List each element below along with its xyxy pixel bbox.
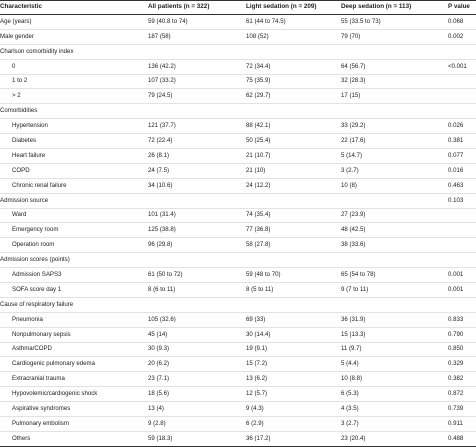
row-label: > 2 [12, 92, 21, 100]
table-row [0, 268, 476, 283]
cell-deep-sedation [341, 104, 448, 119]
cell-all-patients: 72 (22.4) [148, 137, 173, 145]
cell-light-sedation: 24 (12.2) [246, 181, 271, 189]
cell-deep-sedation: 64 (56.7) [341, 62, 366, 70]
table-row [0, 223, 476, 238]
cell-all-patients: 121 (37.7) [148, 122, 176, 130]
row-label: SOFA score day 1 [12, 285, 62, 293]
table-row [0, 357, 476, 372]
cell-all-patients: 45 (14) [148, 330, 168, 338]
row-label: Admission source [0, 196, 49, 204]
table-row [0, 253, 476, 268]
cell-all-patients: 61 (50 to 72) [148, 271, 183, 279]
cell-p-value [448, 297, 476, 312]
table-row [0, 208, 476, 223]
cell-all-patients [148, 297, 246, 312]
cell-deep-sedation: 48 (42.5) [341, 226, 366, 234]
cell-light-sedation: 6 (2.9) [246, 419, 264, 427]
cell-deep-sedation: 17 (15) [341, 92, 361, 100]
cell-deep-sedation: 9 (7 to 11) [341, 285, 369, 293]
row-label: Cardiogenic pulmonary edema [12, 360, 95, 368]
cell-light-sedation [246, 253, 341, 268]
row-label: Male gender [0, 32, 34, 40]
row-label: Cause of respiratory failure [0, 300, 74, 308]
cell-deep-sedation: 33 (29.2) [341, 122, 366, 130]
row-label: Admission scores (points) [0, 256, 70, 264]
cell-p-value: 0.001 [448, 285, 464, 293]
table-row [0, 29, 476, 44]
cell-p-value: 0.381 [448, 137, 464, 145]
table-row [0, 297, 476, 312]
cell-light-sedation [246, 104, 341, 119]
cell-deep-sedation: 27 (23.9) [341, 211, 366, 219]
cell-p-value: 0.911 [448, 419, 463, 427]
table-row [0, 372, 476, 387]
cell-all-patients [148, 193, 246, 208]
header-light-sedation: Light sedation (n = 209) [246, 1, 341, 15]
cell-p-value: 0.872 [448, 390, 464, 398]
cell-deep-sedation [341, 297, 448, 312]
table-row [0, 342, 476, 357]
cell-all-patients: 34 (10.6) [148, 181, 173, 189]
row-label: Asthma/COPD [12, 345, 52, 353]
cell-p-value: 0.001 [448, 271, 464, 279]
row-label: Hypertension [12, 122, 48, 130]
cell-p-value: 0.026 [448, 122, 464, 130]
row-label: Extracranial trauma [12, 375, 65, 383]
cell-p-value: 0.068 [448, 17, 464, 25]
cell-light-sedation: 77 (36.8) [246, 226, 271, 234]
cell-deep-sedation: 3 (2.7) [341, 166, 359, 174]
table-row [0, 134, 476, 149]
cell-p-value [448, 208, 476, 223]
cell-all-patients: 125 (38.8) [148, 226, 176, 234]
row-label: Emergency room [12, 226, 59, 234]
cell-all-patients: 20 (6.2) [148, 360, 170, 368]
cell-all-patients: 59 (18.3) [148, 434, 173, 442]
cell-all-patients: 96 (29.8) [148, 241, 173, 249]
cell-light-sedation: 15 (7.2) [246, 360, 268, 368]
table-row [0, 417, 476, 432]
cell-light-sedation [246, 297, 341, 312]
cell-p-value [448, 44, 476, 59]
cell-light-sedation: 9 (4.3) [246, 405, 264, 413]
cell-light-sedation: 13 (6.2) [246, 375, 268, 383]
cell-light-sedation: 61 (44 to 74.5) [246, 17, 286, 25]
cell-all-patients [148, 104, 246, 119]
cell-p-value: 0.077 [448, 151, 464, 159]
cell-p-value [448, 253, 476, 268]
table-row [0, 163, 476, 178]
cell-light-sedation: 19 (9.1) [246, 345, 268, 353]
cell-p-value [448, 74, 476, 89]
cell-p-value: 0.850 [448, 345, 464, 353]
table-row [0, 89, 476, 104]
cell-deep-sedation: 79 (70) [341, 32, 361, 40]
cell-deep-sedation: 23 (20.4) [341, 434, 366, 442]
cell-deep-sedation: 38 (33.6) [341, 241, 366, 249]
cell-light-sedation: 8 (5 to 11) [246, 285, 274, 293]
cell-p-value: 0.329 [448, 360, 464, 368]
row-label: Aspirative syndromes [12, 405, 71, 413]
cell-p-value: 0.016 [448, 166, 464, 174]
cell-light-sedation [246, 44, 341, 59]
cell-deep-sedation [341, 44, 448, 59]
row-label: Diabetes [12, 137, 37, 145]
row-label: Age (years) [0, 17, 32, 25]
cell-all-patients: 59 (40.8 to 74) [148, 17, 188, 25]
cell-p-value [448, 223, 476, 238]
row-label: Operation room [12, 241, 55, 249]
cell-all-patients: 24 (7.5) [148, 166, 170, 174]
cell-p-value: 0.488 [448, 434, 464, 442]
cell-light-sedation: 62 (29.7) [246, 92, 271, 100]
table-row [0, 178, 476, 193]
row-label: Charlson comorbidity index [0, 47, 74, 55]
row-label: COPD [12, 166, 30, 174]
cell-light-sedation: 30 (14.4) [246, 330, 271, 338]
header-all-patients: All patients (n = 322) [148, 1, 246, 15]
table-row [0, 59, 476, 74]
table-row [0, 402, 476, 417]
cell-light-sedation: 36 (17.2) [246, 434, 271, 442]
cell-all-patients: 136 (42.2) [148, 62, 176, 70]
cell-p-value: 0.833 [448, 315, 464, 323]
table-row [0, 431, 476, 446]
row-label: 0 [12, 62, 16, 70]
row-label: Heart failure [12, 151, 46, 159]
cell-p-value [448, 104, 476, 119]
cell-light-sedation: 74 (35.4) [246, 211, 271, 219]
row-label: Pulmonary embolism [12, 419, 69, 427]
table-row [0, 104, 476, 119]
cell-deep-sedation [341, 193, 448, 208]
cell-light-sedation: 75 (35.9) [246, 77, 271, 85]
row-label: Admission SAPS3 [12, 271, 62, 279]
cell-deep-sedation: 5 (14.7) [341, 151, 363, 159]
table-header-row [0, 1, 476, 15]
table-row [0, 74, 476, 89]
cell-p-value: 0.790 [448, 330, 464, 338]
cell-deep-sedation: 32 (28.3) [341, 77, 366, 85]
table-row [0, 283, 476, 298]
cell-all-patients: 101 (31.4) [148, 211, 176, 219]
row-label: 1 to 2 [12, 77, 28, 85]
cell-light-sedation: 12 (5.7) [246, 390, 268, 398]
row-label: Chronic renal failure [12, 181, 67, 189]
cell-p-value: 0.739 [448, 405, 464, 413]
header-p-value: P value [448, 1, 476, 15]
cell-all-patients: 18 (5.6) [148, 390, 170, 398]
cell-deep-sedation: 6 (5.3) [341, 390, 359, 398]
cell-deep-sedation: 10 (8.8) [341, 375, 363, 383]
cell-deep-sedation: 3 (2.7) [341, 419, 359, 427]
row-label: Others [12, 434, 31, 442]
cell-light-sedation: 88 (42.1) [246, 122, 271, 130]
cell-deep-sedation: 65 (54 to 78) [341, 271, 376, 279]
cell-deep-sedation: 10 (8) [341, 181, 357, 189]
cell-all-patients: 26 (8.1) [148, 151, 170, 159]
cell-all-patients: 8 (6 to 11) [148, 285, 176, 293]
cell-light-sedation: 21 (10) [246, 166, 266, 174]
cell-deep-sedation [341, 253, 448, 268]
cell-light-sedation: 59 (48 to 70) [246, 271, 281, 279]
row-label: Nonpulmonary sepsis [12, 330, 71, 338]
cell-p-value: 0.103 [448, 196, 464, 204]
table-row [0, 327, 476, 342]
cell-deep-sedation: 36 (31.9) [341, 315, 366, 323]
row-label: Ward [12, 211, 27, 219]
cell-light-sedation: 69 (33) [246, 315, 266, 323]
table-row [0, 15, 476, 30]
cell-p-value: 0.463 [448, 181, 464, 189]
cell-p-value [448, 238, 476, 253]
cell-all-patients: 13 (4) [148, 405, 164, 413]
cell-light-sedation: 50 (25.4) [246, 137, 271, 145]
cell-all-patients: 23 (7.1) [148, 375, 170, 383]
cell-deep-sedation: 22 (17.6) [341, 137, 366, 145]
table-row [0, 193, 476, 208]
cell-p-value: 0.382 [448, 375, 464, 383]
cell-p-value: 0.002 [448, 32, 464, 40]
cell-all-patients: 30 (9.3) [148, 345, 170, 353]
table-body [0, 15, 476, 447]
cell-deep-sedation: 11 (9.7) [341, 345, 362, 353]
cell-deep-sedation: 15 (13.3) [341, 330, 366, 338]
cell-all-patients [148, 253, 246, 268]
table-row [0, 387, 476, 402]
table-row [0, 149, 476, 164]
row-label: Hypovolemic/cardiogenic shock [12, 390, 98, 398]
cell-all-patients: 9 (2.8) [148, 419, 166, 427]
table-row [0, 119, 476, 134]
cell-all-patients: 107 (33.2) [148, 77, 176, 85]
cell-light-sedation: 72 (34.4) [246, 62, 271, 70]
row-label: Pneumonia [12, 315, 43, 323]
cell-deep-sedation: 55 (33.5 to 73) [341, 17, 381, 25]
cell-deep-sedation: 5 (4.4) [341, 360, 359, 368]
cell-all-patients: 105 (32.6) [148, 315, 176, 323]
header-deep-sedation: Deep sedation (n = 113) [341, 1, 448, 15]
cell-all-patients [148, 44, 246, 59]
table-row [0, 44, 476, 59]
cell-deep-sedation: 4 (3.5) [341, 405, 359, 413]
cell-p-value: <0.001 [448, 62, 467, 70]
cell-p-value [448, 89, 476, 104]
cell-light-sedation [246, 193, 341, 208]
cell-light-sedation: 58 (27.8) [246, 241, 271, 249]
row-label: Comorbidities [0, 107, 38, 115]
table-row [0, 312, 476, 327]
table-row [0, 238, 476, 253]
cell-light-sedation: 21 (10.7) [246, 151, 271, 159]
cell-all-patients: 79 (24.5) [148, 92, 173, 100]
cell-light-sedation: 108 (52) [246, 32, 269, 40]
cell-all-patients: 187 (58) [148, 32, 171, 40]
header-characteristic: Characteristic [0, 1, 148, 15]
